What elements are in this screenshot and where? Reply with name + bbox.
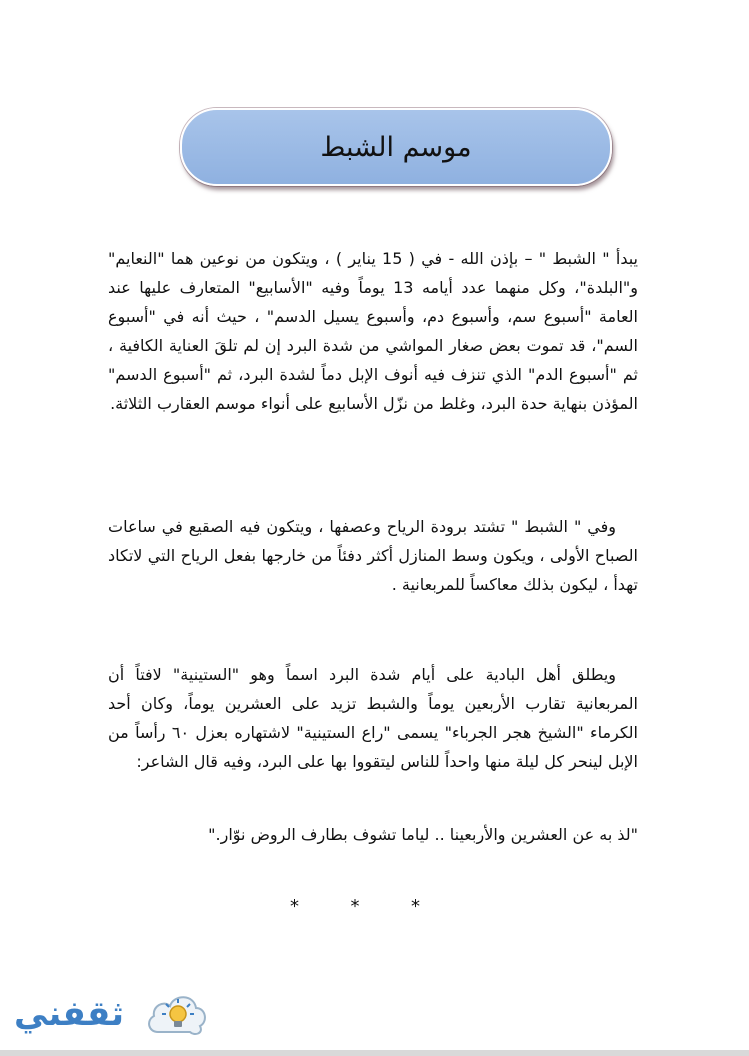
separator-star: * (411, 896, 420, 917)
paragraph-3: ويطلق أهل البادية على أيام شدة البرد اسماً وهو "الستينية" لافتاً أن المربعانية تقارب الأربعين يوماً والشبط تزيد على العشرين يوماً، وكان أحد الكرماء "الشيخ هجر الجرباء" يسمى "راع الستينية" لاشتهاره بعزل ٦٠ رأساً من الإبل لينحر كل ليلة منها واحداً للناس ليتقووا بها على البرد، وفيه قال الشاعر: (108, 665, 638, 771)
section-separator (290, 896, 420, 917)
poem-verse: "لذ به عن العشرين والأربعينا .. لياما تشوف بطارف الروض نوّار." (208, 825, 638, 844)
separator-star: * (350, 896, 360, 917)
lightbulb-cloud-icon (144, 990, 210, 1040)
title-banner (180, 108, 612, 186)
logo-wordmark: ثقفني (14, 994, 124, 1034)
paragraph-2: وفي " الشبط " تشتد برودة الرياح وعصفها ، ويتكون فيه الصقيع في ساعات الصباح الأولى ، ويكون وسط المنازل أكثر دفئاً من خارجها بفعل الرياح التي لاتكاد تهدأ ، ليكون بذلك معاكساً للمربعانية . (108, 517, 638, 594)
page-title: موسم الشبط (320, 131, 472, 163)
paragraph-1: يبدأ " الشبط " – بإذن الله - في ( 15 يناير ) ، ويتكون من نوعين هما "النعايم" و"البلدة"، وكل منهما عدد أيامه 13 يوماً وفيه "الأسابيع" المتعارف عليها عند العامة "أسبوع سم، وأسبوع دم، وأسبوع يسيل الدسم" ، حيث أنه في "أسبوع السم"، قد تموت بعض صغار المواشي من شدة البرد إن لم تلقَ العناية الكافية ، ثم "أسبوع الدم" الذي تنزف فيه أنوف الإبل دماً لشدة البرد، ثم "أسبوع الدسم" المؤذن بنهاية حدة البرد، وغلط من نزّل الأسابيع على أنواء موسم العقارب الثلاثة. (108, 249, 639, 413)
separator-star: * (290, 896, 299, 917)
site-logo (14, 988, 214, 1044)
footer-rule (0, 1050, 749, 1056)
